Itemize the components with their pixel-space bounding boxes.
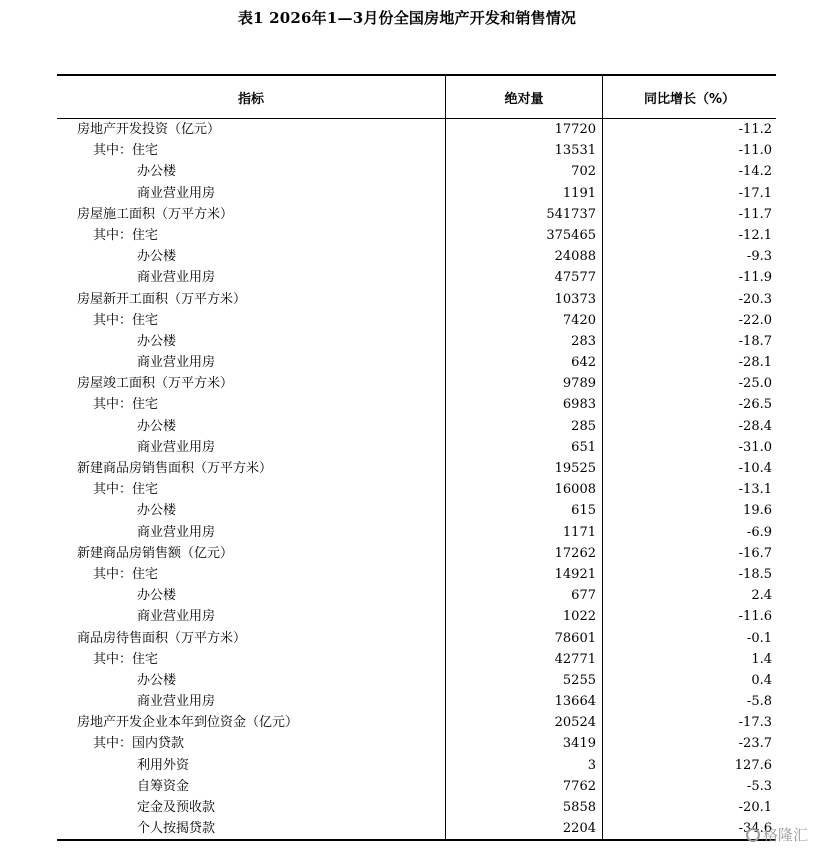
- row-indicator: 办公楼: [137, 672, 177, 688]
- row-indicator: 办公楼: [137, 333, 177, 349]
- row-indicator: 其中：住宅: [93, 143, 159, 159]
- row-indicator: 办公楼: [137, 503, 177, 519]
- row-indicator: 新建商品房销售面积（万平方米）: [77, 461, 273, 476]
- row-indicator: 办公楼: [137, 164, 177, 180]
- row-yoy-value: 1.4: [751, 651, 772, 667]
- table-row: [57, 733, 776, 754]
- row-absolute-value: 2204: [562, 821, 596, 837]
- row-absolute-value: 42771: [554, 651, 596, 667]
- row-indicator: 自筹资金: [137, 778, 190, 794]
- table-row: [57, 564, 776, 585]
- table-row: [57, 543, 776, 564]
- table-row: [57, 416, 776, 437]
- row-indicator: 定金及预收款: [137, 800, 216, 815]
- header-absolute: 绝对量: [445, 76, 602, 118]
- row-yoy-value: -22.0: [738, 312, 772, 328]
- table-row: [57, 289, 776, 310]
- row-indicator: 其中：住宅: [93, 397, 159, 413]
- row-absolute-value: 677: [571, 588, 596, 604]
- table-body: [57, 119, 776, 839]
- row-yoy-value: -16.7: [738, 545, 772, 561]
- table-row: [57, 161, 776, 182]
- row-yoy-value: -14.2: [738, 164, 772, 180]
- row-indicator: 办公楼: [137, 418, 177, 434]
- row-indicator: 商业营业用房: [137, 185, 216, 201]
- table-row: [57, 628, 776, 649]
- table-row: [57, 246, 776, 267]
- row-indicator: 利用外资: [137, 757, 190, 773]
- row-indicator: 其中：住宅: [93, 227, 159, 243]
- table-row: [57, 649, 776, 670]
- table-row: [57, 670, 776, 691]
- table-header: [57, 76, 776, 119]
- row-absolute-value: 24088: [554, 249, 596, 265]
- row-yoy-value: -17.3: [738, 715, 772, 731]
- gelonghui-logo-icon: [746, 828, 760, 842]
- row-indicator: 其中：住宅: [93, 312, 159, 328]
- row-indicator: 其中：住宅: [93, 651, 159, 667]
- table-row: [57, 797, 776, 818]
- data-table: [57, 74, 776, 841]
- row-absolute-value: 14921: [554, 566, 596, 582]
- table-row: [57, 458, 776, 479]
- row-indicator: 办公楼: [137, 249, 177, 265]
- row-absolute-value: 375465: [546, 227, 596, 243]
- table-row: [57, 776, 776, 797]
- row-absolute-value: 7420: [562, 312, 596, 328]
- row-indicator: 商业营业用房: [137, 270, 216, 286]
- row-absolute-value: 651: [571, 439, 596, 455]
- table-row: [57, 479, 776, 500]
- row-absolute-value: 17720: [554, 122, 596, 137]
- row-absolute-value: 1022: [562, 609, 596, 625]
- row-yoy-value: -28.1: [738, 355, 772, 371]
- row-yoy-value: -5.8: [746, 694, 772, 710]
- row-absolute-value: 20524: [554, 715, 596, 731]
- table-row: [57, 500, 776, 521]
- row-absolute-value: 5255: [562, 672, 596, 688]
- row-indicator: 房屋施工面积（万平方米）: [77, 206, 234, 222]
- row-absolute-value: 9789: [562, 376, 596, 392]
- row-absolute-value: 1171: [562, 524, 596, 540]
- header-yoy: 同比增长（%）: [602, 76, 776, 118]
- table-row: [57, 267, 776, 288]
- row-indicator: 商业营业用房: [137, 609, 216, 625]
- row-yoy-value: -17.1: [738, 185, 772, 201]
- row-yoy-value: 2.4: [751, 588, 772, 604]
- row-yoy-value: -11.9: [738, 270, 772, 286]
- row-yoy-value: -20.1: [738, 800, 772, 815]
- row-yoy-value: -11.6: [738, 609, 772, 625]
- row-yoy-value: -9.3: [746, 249, 772, 265]
- row-absolute-value: 285: [571, 418, 596, 434]
- row-absolute-value: 13664: [554, 694, 596, 710]
- row-absolute-value: 702: [571, 164, 596, 180]
- row-yoy-value: -10.4: [738, 461, 772, 476]
- row-yoy-value: -12.1: [738, 227, 772, 243]
- row-indicator: 商业营业用房: [137, 694, 216, 710]
- row-absolute-value: 283: [571, 333, 596, 349]
- row-indicator: 房屋新开工面积（万平方米）: [77, 291, 247, 307]
- table-row: [57, 712, 776, 733]
- table-row: [57, 225, 776, 246]
- table-row: [57, 204, 776, 225]
- row-indicator: 其中：国内贷款: [93, 736, 185, 752]
- row-yoy-value: 19.6: [743, 503, 772, 519]
- row-indicator: 房地产开发投资（亿元）: [77, 122, 221, 137]
- row-yoy-value: -0.1: [746, 630, 772, 646]
- row-absolute-value: 47577: [554, 270, 596, 286]
- row-indicator: 个人按揭贷款: [137, 821, 216, 837]
- row-yoy-value: -5.3: [746, 778, 772, 794]
- table-row: [57, 310, 776, 331]
- table-row: [57, 691, 776, 712]
- row-absolute-value: 3419: [562, 736, 596, 752]
- row-absolute-value: 7762: [562, 778, 596, 794]
- table-row: [57, 373, 776, 394]
- row-yoy-value: -28.4: [738, 418, 772, 434]
- table-title: 表1 2026年1—3月份全国房地产开发和销售情况: [237, 9, 577, 27]
- table-row: [57, 437, 776, 458]
- table-row: [57, 818, 776, 839]
- row-indicator: 其中：住宅: [93, 482, 159, 498]
- row-yoy-value: -11.7: [738, 206, 772, 222]
- row-yoy-value: -11.0: [738, 143, 772, 159]
- row-absolute-value: 6983: [562, 397, 596, 413]
- row-absolute-value: 17262: [554, 545, 596, 561]
- row-indicator: 办公楼: [137, 588, 177, 604]
- row-absolute-value: 78601: [554, 630, 596, 646]
- row-absolute-value: 541737: [546, 206, 596, 222]
- row-indicator: 新建商品房销售额（亿元）: [77, 545, 234, 561]
- table-row: [57, 331, 776, 352]
- row-yoy-value: -11.2: [738, 122, 772, 137]
- row-absolute-value: 16008: [554, 482, 596, 498]
- row-absolute-value: 3: [587, 757, 596, 773]
- row-absolute-value: 615: [571, 503, 596, 519]
- row-yoy-value: -13.1: [738, 482, 772, 498]
- row-yoy-value: -34.6: [738, 821, 772, 837]
- row-absolute-value: 5858: [562, 800, 596, 815]
- row-absolute-value: 13531: [554, 143, 596, 159]
- row-indicator: 房屋竣工面积（万平方米）: [77, 376, 234, 392]
- row-yoy-value: -25.0: [738, 376, 772, 392]
- row-yoy-value: 127.6: [734, 757, 772, 773]
- row-indicator: 商业营业用房: [137, 439, 216, 455]
- watermark: [746, 824, 808, 845]
- row-absolute-value: 19525: [554, 461, 596, 476]
- table-row: [57, 755, 776, 776]
- row-indicator: 商品房待售面积（万平方米）: [77, 630, 247, 646]
- row-yoy-value: 0.4: [751, 672, 772, 688]
- table-row: [57, 352, 776, 373]
- table-row: [57, 522, 776, 543]
- table-row: [57, 183, 776, 204]
- table-row: [57, 140, 776, 161]
- table-row: [57, 606, 776, 627]
- header-indicator: 指标: [237, 91, 264, 107]
- table-row: [57, 394, 776, 415]
- row-indicator: 房地产开发企业本年到位资金（亿元）: [77, 715, 299, 731]
- table-row: [57, 585, 776, 606]
- row-absolute-value: 10373: [554, 291, 596, 307]
- table-row: [57, 119, 776, 140]
- row-indicator: 其中：住宅: [93, 566, 159, 582]
- row-yoy-value: -6.9: [746, 524, 772, 540]
- row-absolute-value: 642: [571, 355, 596, 371]
- row-indicator: 商业营业用房: [137, 355, 216, 371]
- row-absolute-value: 1191: [562, 185, 596, 201]
- row-yoy-value: -31.0: [738, 439, 772, 455]
- row-yoy-value: -23.7: [738, 736, 772, 752]
- row-indicator: 商业营业用房: [137, 524, 216, 540]
- row-yoy-value: -18.7: [738, 333, 772, 349]
- row-yoy-value: -18.5: [738, 566, 772, 582]
- row-yoy-value: -20.3: [738, 291, 772, 307]
- watermark-text: 格隆汇: [762, 826, 808, 844]
- row-yoy-value: -26.5: [738, 397, 772, 413]
